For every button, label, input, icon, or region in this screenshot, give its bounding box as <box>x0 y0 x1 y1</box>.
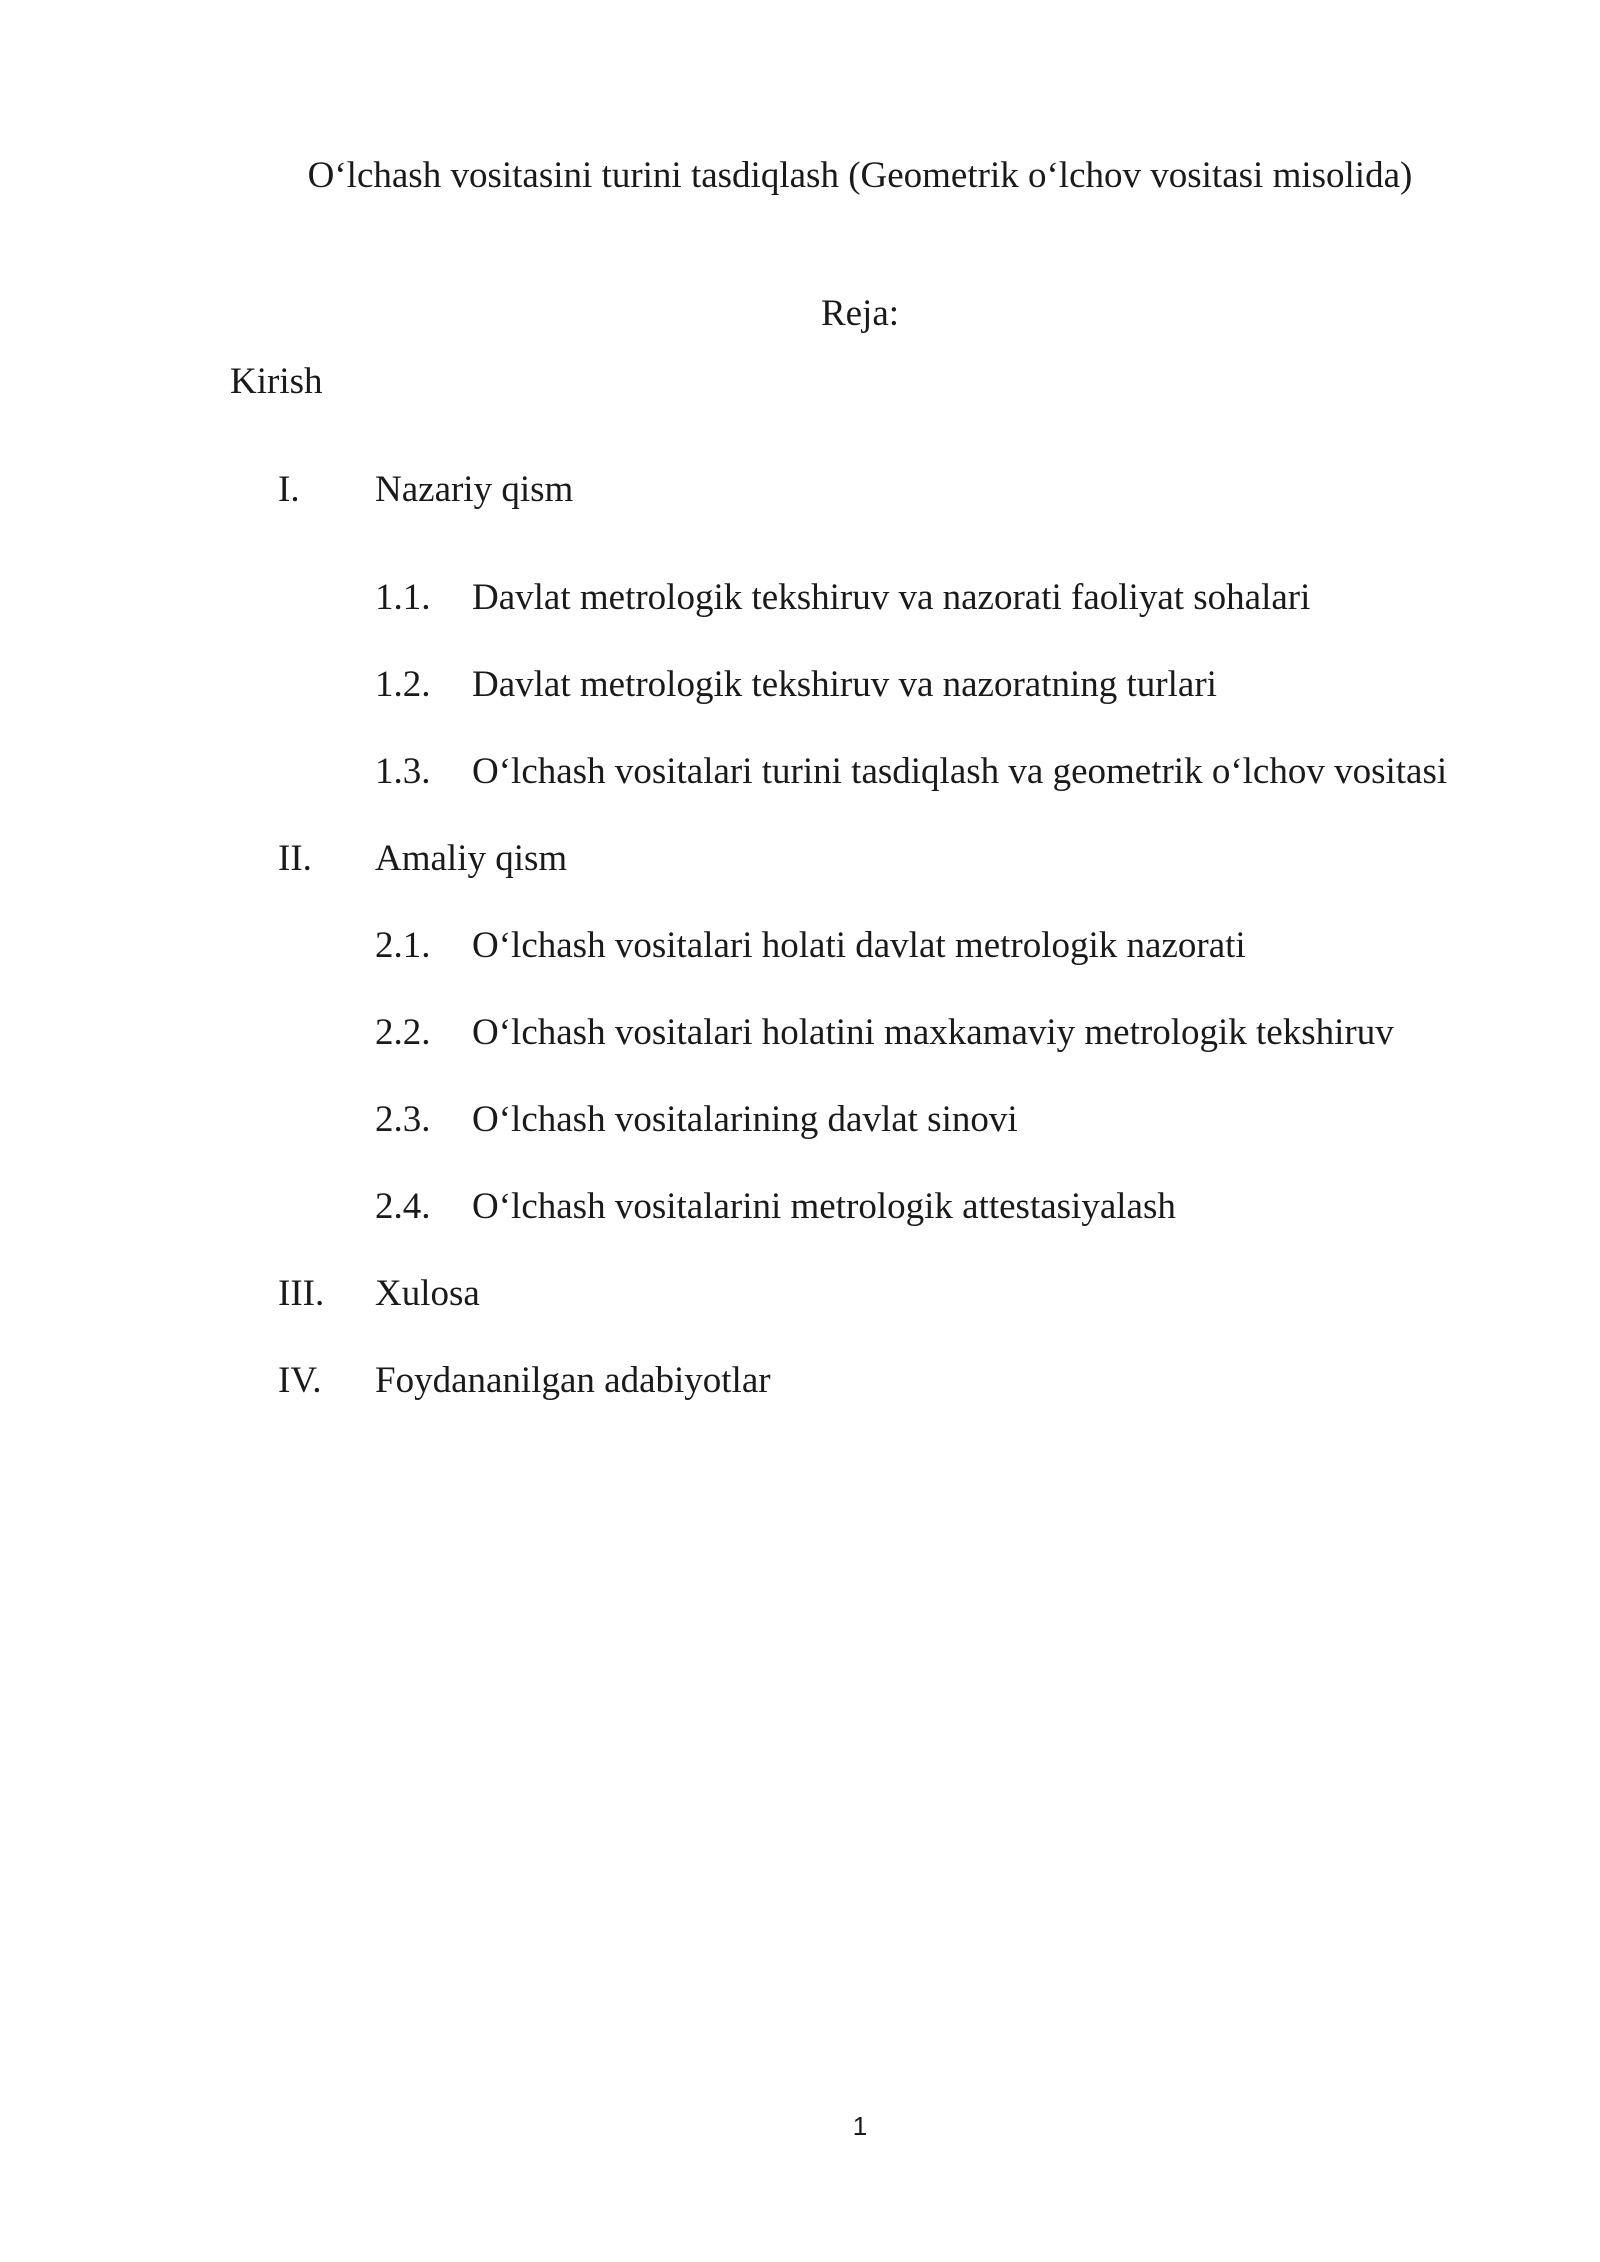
section-title: Nazariy qism <box>375 469 574 510</box>
subsection-title: O‘lchash vositalari turini tasdiqlash va geometrik o‘lchov vositasi <box>472 751 1448 792</box>
subsection-number: 2.1. <box>375 925 431 966</box>
subsection-number: 2.2. <box>375 1012 431 1053</box>
section-number: II. <box>278 838 312 879</box>
subsection-number: 1.3. <box>375 751 431 792</box>
subsection-title: Davlat metrologik tekshiruv va nazoratning turlari <box>472 664 1217 705</box>
section-title: Amaliy qism <box>375 838 568 879</box>
intro-item: Kirish <box>230 361 323 402</box>
subsection-number: 2.3. <box>375 1099 431 1140</box>
section-title: Xulosa <box>375 1273 480 1314</box>
subsection-title: O‘lchash vositalari holati davlat metrologik nazorati <box>472 925 1246 966</box>
subsection-number: 1.2. <box>375 664 431 705</box>
subsection-number: 1.1. <box>375 577 431 618</box>
subsection-title: O‘lchash vositalari holatini maxkamaviy metrologik tekshiruv <box>472 1012 1394 1053</box>
section-title: Foydananilgan adabiyotlar <box>375 1360 771 1401</box>
subsection-title: O‘lchash vositalarini metrologik attestasiyalash <box>472 1186 1176 1227</box>
subsection-title: O‘lchash vositalarining davlat sinovi <box>472 1099 1018 1140</box>
document-title: O‘lchash vositasini turini tasdiqlash (Geometrik o‘lchov vositasi misolida) <box>307 155 1413 196</box>
subsection-number: 2.4. <box>375 1186 431 1227</box>
section-number: III. <box>278 1273 325 1314</box>
section-number: I. <box>278 469 300 510</box>
subsection-title: Davlat metrologik tekshiruv va nazorati faoliyat sohalari <box>472 577 1311 618</box>
page-number: 1 <box>852 2111 868 2141</box>
plan-heading: Reja: <box>820 293 900 334</box>
section-number: IV. <box>278 1360 322 1401</box>
